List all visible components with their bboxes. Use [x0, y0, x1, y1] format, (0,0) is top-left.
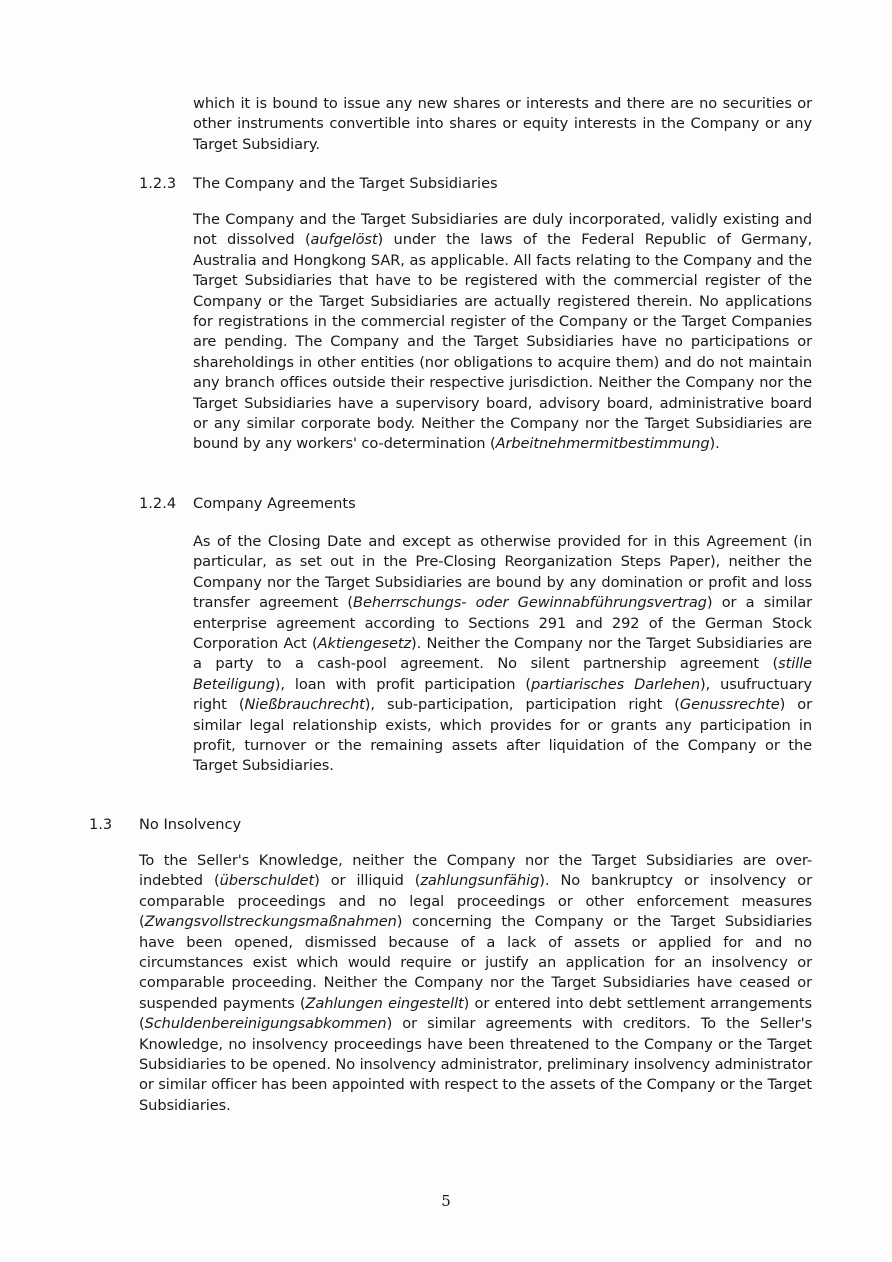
- term-ueberschuldet: überschuldet: [219, 872, 315, 890]
- section-1-3-paragraph: To the Seller's Knowledge, neither the Company nor the Target Subsidiaries are over-indebted (überschuldet) or illiquid (zahlungsunfähig). No bankruptcy or insolvency or comparable proceedings and no legal proceedings or other enforcement measures (Zwangsvollstreckungsmaßnahmen) concerning the Company or the Target Subsidiaries have been opened, dismissed because of a lack of assets or applied for and no circumstances exist which would require or justify an application for an insolvency or comparable proceeding. Neither the Company nor the Target Subsidiaries have ceased or suspended payments (Zahlungen eingestellt) or entered into debt settlement arrangements (Schuldenbereinigungsabkommen) or similar agreements with creditors. To the Seller's Knowledge, no insolvency proceedings have been threatened to the Company or the Target Subsidiaries to be opened. No insolvency administrator, preliminary insolvency administrator or similar officer has been appointed with respect to the assets of the Company or the Target Subsidiaries.: [139, 852, 812, 1114]
- section-1-3-title: No Insolvency: [139, 816, 242, 833]
- term-genussrechte: Genussrechte: [679, 696, 780, 714]
- term-zahlungen-eingestellt: Zahlungen eingestellt: [305, 994, 464, 1012]
- section-1-2-4-paragraph: As of the Closing Date and except as otherwise provided for in this Agreement (in particular, as set out in the Pre-Closing Reorganization Steps Paper), neither the Company nor the Target Subsidiaries are bound by any domination or profit and loss transfer agreement (Beherrschungs- oder Gewinnabführungsvertrag) or a similar enterprise agreement according to Sections 291 and 292 of the German Stock Corporation Act (Aktiengesetz). Neither the Company nor the Target Subsidiaries are a party to a cash-pool agreement. No silent partnership agreement (stille Beteiligung), loan with profit participation (partiarisches Darlehen), usufructuary right (Nießbrauchrecht), sub-participation, participation right (Genussrechte) or similar legal relationship exists, which provides for or grants any participation in profit, turnover or the remaining assets after liquidation of the Company or the Target Subsidiaries.: [193, 533, 813, 775]
- page-number: 5: [441, 1192, 451, 1210]
- term-partiarisches-darlehen: partiarisches Darlehen: [530, 675, 700, 693]
- intro-text: which it is bound to issue any new shares or interests and there are no securities or other instruments convertible into shares or equity interests in the Company or any Target Subsidiary.: [193, 95, 812, 153]
- term-aufgeloest: aufgelöst: [310, 231, 378, 249]
- term-schuldenbereinigungsabkommen: Schuldenbereinigungsabkommen: [144, 1015, 387, 1033]
- section-1-2-4-number: 1.2.4: [139, 495, 177, 512]
- section-1-2-3-paragraph: The Company and the Target Subsidiaries are duly incorporated, validly existing and not dissolved (aufgelöst) under the laws of the Federal Republic of Germany, Australia and Hongkong SAR, as applicable. All facts relating to the Company and the Target Subsidiaries that have to be registered with the commercial register of the Company or the Target Subsidiaries are actually registered therein. No applications for registrations in the commercial register of the Company or the Target Companies are pending. The Company and the Target Subsidiaries have no participations or shareholdings in other entities (nor obligations to acquire them) and do not maintain any branch offices outside their respective jurisdiction. Neither the Company nor the Target Subsidiaries have a supervisory board, advisory board, administrative board or any similar corporate body. Neither the Company nor the Target Subsidiaries are bound by any workers' co-determination (Arbeitnehmermitbestimmung).: [193, 211, 812, 453]
- term-niessbrauchrecht: Nießbrauchrecht: [244, 696, 365, 714]
- term-zahlungsunfaehig: zahlungsunfähig: [420, 872, 540, 890]
- term-zwangsvollstreckungsmassnahmen: Zwangsvollstreckungsmaßnahmen: [144, 913, 397, 931]
- term-beherrschungsvertrag: Beherrschungs- oder Gewinnabführungsvertrag: [353, 594, 707, 612]
- term-aktiengesetz: Aktiengesetz: [317, 635, 412, 653]
- section-1-3-number: 1.3: [89, 816, 113, 833]
- section-1-2-4-title: Company Agreements: [193, 495, 356, 512]
- term-stille-beteiligung: stille Beteiligung: [193, 655, 812, 693]
- section-1-2-3-number: 1.2.3: [139, 175, 177, 192]
- term-arbeitnehmermitbestimmung: Arbeitnehmermitbestimmung: [495, 435, 710, 453]
- intro-paragraph: [193, 94, 812, 155]
- section-1-2-3-title: The Company and the Target Subsidiaries: [193, 175, 498, 192]
